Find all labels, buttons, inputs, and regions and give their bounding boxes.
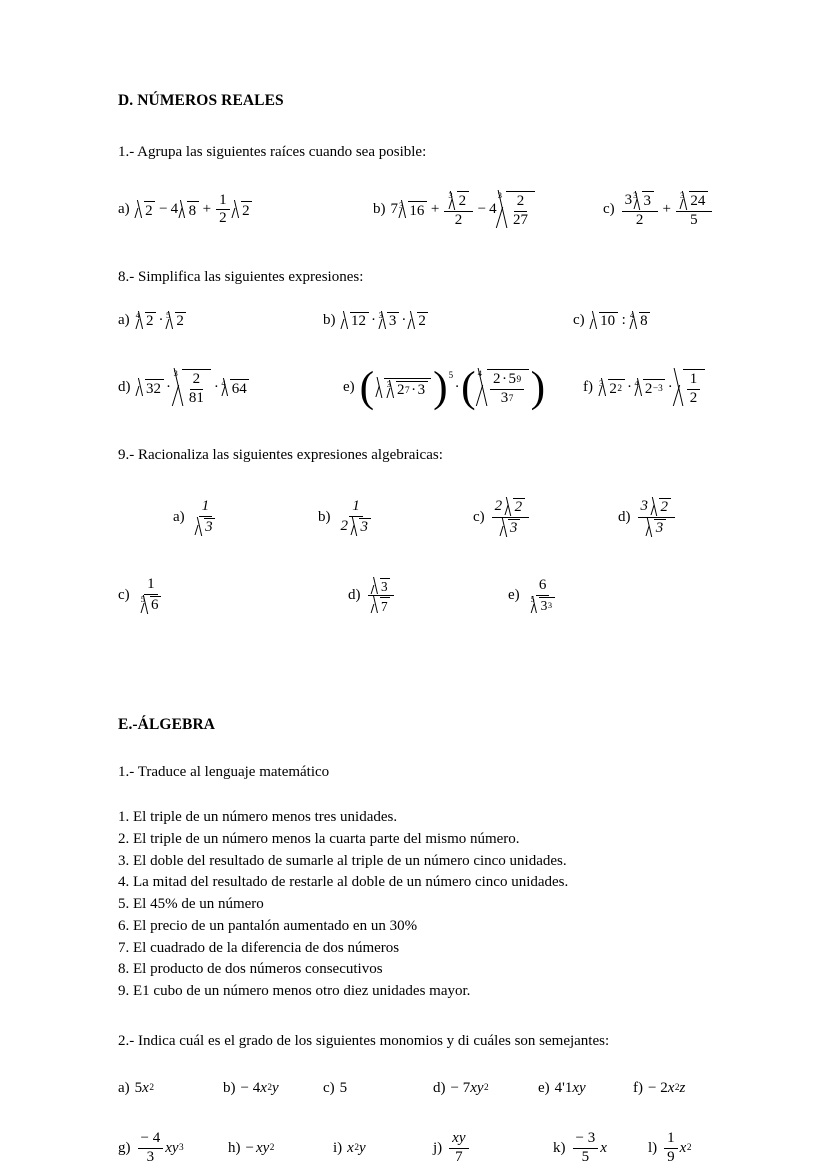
cbrt-2 [448, 191, 468, 209]
sqrt-3 [646, 519, 666, 537]
math-expression: $\frac{1}{9}$ x 2 [662, 1131, 691, 1166]
exercise-prompt-e2: 2.- Indica cuál es el grado de los siguientes monomios y di cuáles son semejantes: [118, 1032, 610, 1049]
radicand: 32 [146, 380, 161, 397]
statement-list-e1 [118, 807, 718, 1003]
radicand: 2 [242, 202, 250, 219]
times-operator: · [454, 379, 460, 396]
math-expression [391, 191, 537, 229]
item-d1-c [603, 191, 714, 228]
radicand: 12 [351, 313, 366, 329]
times-operator: · [213, 379, 219, 396]
radicand: 16 [409, 202, 425, 219]
math-expression [135, 312, 188, 330]
times-operator: · [502, 371, 507, 387]
radicand: 2 [146, 313, 154, 329]
item-e2-f [633, 1080, 685, 1097]
coefficient: 2 [340, 517, 348, 534]
sqrt-of-cbrt [376, 378, 431, 399]
cbrt-16 [399, 201, 427, 219]
sqrt-12 [342, 312, 369, 330]
sqrt-one-half [675, 369, 705, 407]
radicand: 2 [418, 313, 426, 329]
item-label: a) [118, 201, 130, 218]
item-label: d) [118, 379, 131, 396]
radicand: 64 [231, 380, 247, 397]
factor: 3 [417, 382, 426, 398]
fraction-sqrt3-over-sqrt7 [368, 578, 395, 614]
coefficient: − 4 [240, 1079, 261, 1096]
fifth-root-3-cubed: 5 3 3 [531, 597, 555, 614]
math-expression [555, 1081, 586, 1096]
radical-index: 3 [386, 379, 391, 389]
variable: x [679, 1139, 687, 1156]
numerator [622, 191, 658, 211]
math-expression [598, 369, 706, 407]
item-label: b) [318, 508, 331, 525]
numerator: 1 [199, 499, 213, 517]
sqrt-3 [351, 518, 371, 536]
math-expression: − 7 xy 2 [450, 1079, 489, 1096]
fourth-root-fraction [478, 369, 529, 407]
sqrt-2 [233, 201, 253, 219]
sqrt-32 [137, 379, 164, 397]
math-expression [571, 1131, 607, 1166]
variable: xy [255, 1139, 270, 1156]
item-label: d) [433, 1079, 446, 1096]
numerator: − 4 [138, 1131, 164, 1149]
numerator: 1 [349, 499, 363, 517]
base: 2 [397, 382, 405, 398]
exercise-prompt-d9: 9.- Racionaliza las siguientes expresiones algebraicas: [118, 446, 443, 463]
numerator: 1 [664, 1131, 678, 1149]
denominator: 2 [219, 210, 227, 227]
item-label: h) [228, 1139, 241, 1156]
item-label: f) [633, 1079, 643, 1096]
denominator [496, 518, 524, 537]
item-label: f) [583, 379, 593, 396]
item-e2-a [118, 1080, 223, 1097]
right-paren: ) [530, 363, 546, 412]
exercise-e2-row-1 [118, 1080, 718, 1097]
fraction-2-over-81 [186, 372, 207, 407]
math-expression [636, 498, 677, 538]
radical-index: 3 [633, 189, 638, 200]
list-item: 1. El triple de un número menos tres unidades. [118, 809, 398, 825]
math-expression: − 4 x 2 y [240, 1079, 279, 1096]
radical-index: 4 [629, 310, 635, 320]
fraction-one-half [216, 193, 230, 228]
fraction-2times5pow9-over-3pow7 [490, 372, 524, 407]
math-expression [336, 499, 377, 536]
cbrt-3 [633, 191, 653, 209]
radicand: 2 [145, 202, 153, 219]
times-operator: · [667, 379, 673, 396]
left-paren: ( [461, 363, 476, 412]
item-d1-a [118, 193, 373, 228]
sqrt-2 [505, 498, 525, 516]
item-d9-d2 [348, 578, 508, 614]
variable: x [667, 1079, 675, 1096]
coefficient: − 2 [648, 1079, 668, 1096]
fraction-3cbrt3-over-2 [622, 191, 658, 228]
exercise-prompt-d1: 1.- Agrupa las siguientes raíces cuando sea posible: [118, 144, 427, 160]
radicand: 8 [640, 313, 648, 329]
variable: x [142, 1079, 149, 1096]
numerator [444, 191, 472, 211]
denominator: 2 [689, 389, 698, 406]
radicand: 3 [360, 519, 368, 535]
radicand: 3 [655, 520, 664, 537]
item-label: a) [173, 508, 185, 525]
fraction-2sqrt2-over-sqrt3 [492, 498, 529, 538]
numerator: 2 · 5 9 [490, 372, 524, 390]
denominator [192, 517, 220, 536]
radicand: 3 [388, 313, 397, 329]
paren-group-2 [461, 363, 546, 412]
item-d9-b [318, 499, 473, 536]
exponent: 5 [448, 370, 454, 381]
cbrt-fraction-2-81 [174, 369, 212, 407]
item-label: j) [433, 1139, 443, 1156]
numerator: 1 [144, 577, 158, 595]
sqrt-3 [196, 518, 216, 536]
radicand: 3 [381, 579, 388, 595]
numerator: 1 [216, 193, 230, 211]
sqrt-3 [372, 578, 391, 594]
math-expression [366, 578, 397, 614]
radical-index: 3 [497, 189, 502, 200]
item-d8-e [343, 363, 583, 412]
radicand: 6 [151, 597, 159, 614]
math-expression [590, 312, 652, 330]
item-label: b) [373, 201, 386, 218]
item-d9-e [508, 578, 561, 613]
times-operator: · [166, 379, 171, 396]
radicand: 8 [188, 202, 197, 219]
variable: xy [165, 1139, 179, 1156]
math-expression [447, 1131, 470, 1166]
numerator: 2 [190, 372, 204, 390]
exercise-d9-row-1 [118, 498, 773, 538]
item-d8-a [118, 312, 323, 330]
denominator: 5 [690, 211, 698, 228]
fraction-1-over-fifth-root-6 [137, 577, 165, 614]
item-e2-k [553, 1131, 648, 1166]
coefficient: 3 [640, 497, 648, 514]
radical-index: 3 [599, 377, 604, 388]
item-d8-b [323, 312, 573, 330]
fourth-root-2-neg3: 4 2 −3 [635, 379, 666, 397]
fraction-neg3-over-5 [573, 1131, 599, 1166]
radicand: 3 [205, 519, 213, 535]
radical-index: 3 [378, 310, 383, 320]
coefficient: 2 [494, 497, 503, 514]
fraction-1-over-9 [664, 1131, 678, 1166]
factor: 2 [493, 371, 501, 387]
coefficient: 7 [390, 201, 398, 218]
item-e2-d [433, 1080, 538, 1097]
item-label: c) [573, 311, 585, 328]
item-label: i) [333, 1139, 343, 1156]
math-expression [490, 498, 531, 538]
list-item: 2. El triple de un número menos la cuarta parte del mismo número. [118, 830, 520, 847]
item-label: d) [618, 508, 631, 525]
item-e2-e [538, 1080, 633, 1097]
radicand: 7 [381, 598, 388, 614]
item-label: a) [118, 311, 130, 328]
math-expression [620, 191, 714, 228]
math-expression: $\frac{- 4}{3}$ xy 3 [136, 1131, 184, 1166]
fraction-neg4-over-3 [138, 1131, 164, 1166]
item-e2-j [433, 1131, 553, 1166]
fourth-root-2 [136, 312, 156, 330]
fraction-2-over-27 [510, 194, 531, 229]
item-label: c) [118, 587, 130, 603]
numerator: 1 [687, 372, 701, 390]
item-label: l) [648, 1139, 658, 1156]
item-d8-c [573, 312, 651, 330]
fraction-6-over-fifth-root-3cubed [527, 578, 559, 613]
radicand: 2 [458, 192, 467, 209]
coefficient: 3 [624, 191, 633, 208]
numerator: 6 [536, 578, 550, 596]
variable: xy [470, 1079, 484, 1096]
variable: x [347, 1139, 354, 1156]
list-item: 8. El producto de dos números consecutivos [118, 961, 383, 978]
item-label: e) [508, 586, 520, 603]
list-item: 5. El 45% de un número [118, 896, 264, 912]
item-label: b) [223, 1079, 236, 1096]
item-e2-b [223, 1080, 323, 1097]
cbrt-24 [680, 191, 708, 209]
list-item: 9. E1 cubo de un número menos otro diez unidades mayor. [118, 983, 471, 999]
coefficient: − 7 [450, 1079, 471, 1096]
fraction-1-over-sqrt3 [192, 499, 220, 536]
denominator [137, 595, 165, 614]
denominator: 81 [188, 389, 204, 406]
denominator: 2 [635, 211, 644, 228]
fourth-root-8 [630, 312, 650, 330]
page-content [118, 92, 718, 1165]
radical-index: 5 [140, 594, 145, 605]
section-title-numeros-reales: D. NÚMEROS REALES [118, 92, 284, 109]
item-e2-c [323, 1080, 433, 1097]
minus-operator: − [159, 201, 168, 218]
item-d9-c [473, 498, 618, 538]
denominator [368, 596, 395, 613]
plus-operator: + [430, 201, 440, 218]
denominator: 9 [667, 1148, 675, 1165]
left-paren: ( [359, 363, 375, 412]
radical-index: 3 [679, 189, 685, 200]
denominator [338, 517, 375, 536]
fraction-cbrt24-over-5 [676, 191, 712, 228]
item-label: e) [343, 379, 355, 396]
variable: xy [572, 1079, 586, 1096]
denominator: 2 [454, 211, 463, 228]
radical-index: 3 [448, 189, 453, 200]
fraction-1-over-2sqrt3 [338, 499, 375, 536]
numerator [368, 578, 395, 596]
sqrt-2 [136, 201, 156, 219]
item-d8-d [118, 369, 343, 407]
denominator [642, 518, 670, 537]
sign: − [245, 1139, 254, 1156]
fraction-xy-over-7 [449, 1131, 468, 1166]
coefficient: 5 [134, 1079, 143, 1096]
numerator [492, 498, 529, 518]
fourth-root-64 [221, 379, 249, 397]
denominator: 7 [455, 1148, 463, 1165]
base: 2 [609, 380, 617, 397]
minus-operator: − [477, 201, 487, 218]
radicand: 2 [660, 499, 668, 515]
numerator: − 3 [573, 1131, 599, 1149]
division-operator: : [621, 311, 626, 328]
times-operator: · [401, 311, 407, 328]
sqrt-2 [409, 312, 429, 330]
list-item: 3. El doble del resultado de sumarle al triple de un número cinco unidades. [118, 852, 567, 869]
math-expression [136, 369, 251, 407]
base: 2 [644, 380, 653, 397]
coefficient: 4 [489, 201, 497, 218]
fraction-3sqrt2-over-sqrt3 [638, 498, 675, 538]
radical-index: 5 [166, 310, 171, 320]
times-operator: · [411, 382, 417, 398]
variable: y [359, 1139, 366, 1156]
math-expression [135, 577, 167, 614]
math-expression: 5 [339, 1079, 348, 1096]
exercise-d1-items [118, 191, 718, 229]
paren-group-1 [359, 363, 454, 412]
item-e2-i [333, 1140, 433, 1157]
cbrt-2-squared: 3 2 2 [599, 379, 625, 397]
cbrt-2pow7-times-3: 3 2 7 · 3 [387, 381, 428, 399]
right-paren: ) [433, 363, 448, 412]
radical-index: 4 [221, 377, 226, 388]
base: 3 [540, 598, 548, 614]
radicand: 3 [509, 520, 518, 537]
radical-index: 3 [399, 199, 404, 210]
variable: x [260, 1079, 267, 1096]
variable: z [679, 1079, 686, 1096]
cbrt-fraction-2-27 [498, 191, 536, 229]
math-expression [341, 312, 430, 330]
exercise-d9-row-2 [118, 577, 718, 614]
denominator [527, 596, 559, 614]
list-item: 4. La mitad del resultado de restarle al doble de un número cinco unidades. [118, 874, 569, 891]
exercise-prompt-d8: 8.- Simplifica las siguientes expresiones: [118, 268, 364, 285]
exercise-e2-row-2 [118, 1131, 718, 1166]
item-label: b) [323, 311, 336, 328]
item-label: d) [348, 587, 361, 603]
item-d9-a [173, 499, 318, 536]
fraction-1-over-2 [687, 372, 701, 407]
list-item: 7. El cuadrado de la diferencia de dos números [118, 939, 400, 956]
item-label: k) [553, 1139, 566, 1156]
item-label: e) [538, 1079, 550, 1096]
math-expression: 5 x 2 [134, 1079, 154, 1096]
denominator: 3 [146, 1148, 155, 1165]
coefficient: 4 [170, 201, 179, 218]
item-label: c) [473, 508, 485, 525]
math-expression: x 2 y [347, 1139, 366, 1156]
math-expression [135, 193, 253, 228]
exercise-d8-row-1 [118, 312, 718, 330]
item-label: c) [323, 1079, 335, 1096]
radical-index: 5 [530, 595, 535, 605]
denominator: 27 [512, 211, 528, 228]
sqrt-2 [651, 498, 671, 516]
times-operator: · [371, 311, 376, 328]
exercise-prompt-e1: 1.- Traduce al lenguaje matemático [118, 764, 330, 780]
radicand: 2 [514, 499, 523, 515]
denominator: 3 7 [500, 389, 514, 406]
numerator [638, 498, 675, 518]
numerator [676, 191, 712, 211]
radical-index: 3 [173, 367, 178, 378]
fifth-root-6 [141, 596, 161, 614]
coefficient: 4'1 [554, 1079, 573, 1096]
fifth-root-2 [166, 312, 186, 330]
cbrt-3 [379, 312, 399, 330]
radical-index: 4 [477, 367, 482, 378]
times-operator: · [158, 311, 164, 328]
denominator: 5 [581, 1148, 590, 1165]
math-expression [190, 499, 222, 536]
item-e2-h [228, 1140, 333, 1157]
plus-operator: + [662, 201, 671, 218]
radicand: 24 [690, 192, 706, 209]
math-expression: − 2 x 2 z [648, 1079, 686, 1096]
item-e2-l [648, 1131, 692, 1166]
item-d1-b [373, 191, 603, 229]
item-d8-f [583, 369, 706, 407]
numerator: xy [449, 1131, 468, 1149]
math-expression: − xy 2 [245, 1139, 275, 1156]
numerator: 2 [514, 194, 528, 212]
item-d9-c2 [118, 577, 348, 614]
times-operator: · [627, 379, 632, 396]
math-expression [525, 578, 561, 613]
section-title-algebra: E.-ÁLGEBRA [118, 716, 216, 733]
item-label: a) [118, 1079, 130, 1096]
item-label: g) [118, 1139, 131, 1156]
variable: x [600, 1139, 607, 1156]
radical-index: 4 [634, 377, 639, 388]
sqrt-7 [372, 597, 391, 613]
base: 3 [500, 389, 509, 406]
plus-operator: + [202, 201, 212, 218]
item-label: c) [603, 201, 615, 218]
base: 5 [508, 371, 516, 387]
radical-index: 4 [135, 310, 140, 320]
variable: y [272, 1079, 279, 1096]
math-expression [359, 363, 546, 412]
sqrt-8 [179, 201, 199, 219]
radicand: 2 [176, 313, 184, 329]
radicand: 3 [643, 192, 651, 209]
fraction-cbrt2-over-2 [444, 191, 472, 228]
radicand: 10 [600, 313, 616, 329]
sqrt-3 [500, 519, 520, 537]
exercise-d8-row-2 [118, 363, 718, 412]
sqrt-10 [591, 312, 618, 330]
item-d9-d [618, 498, 677, 538]
item-e2-g [118, 1131, 228, 1166]
list-item: 6. El precio de un pantalón aumentado en un 30% [118, 917, 418, 934]
